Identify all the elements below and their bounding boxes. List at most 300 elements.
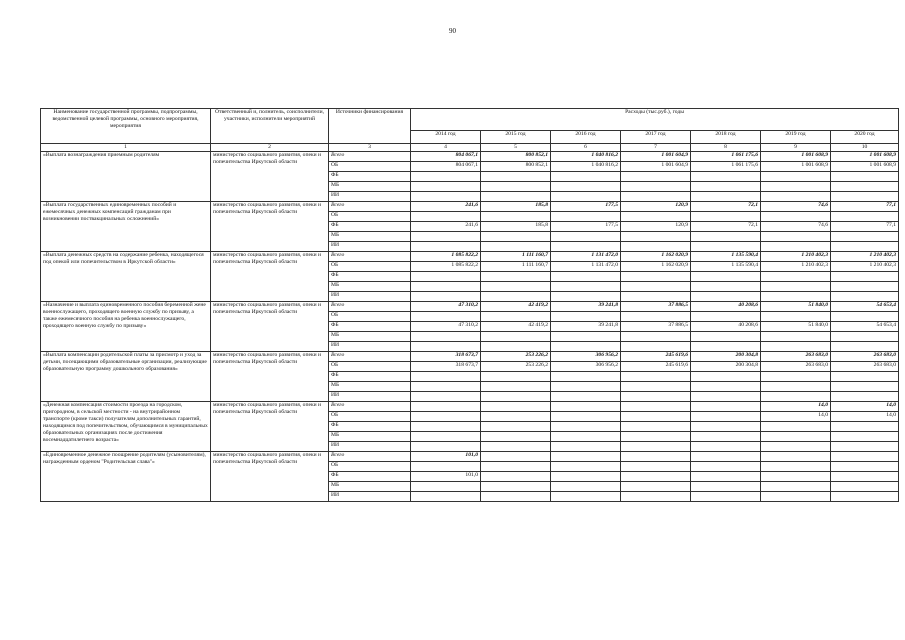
expense-value: 1 001 608,9 [761,162,831,172]
header-year: 2017 год [621,131,691,144]
expense-value [551,192,621,202]
column-index: 10 [831,144,899,152]
header-year: 2014 год [411,131,481,144]
expense-value: 1 135 590,4 [691,262,761,272]
expense-value [551,182,621,192]
expense-value [551,442,621,452]
table-body [41,152,899,502]
column-index: 2 [211,144,329,152]
expense-value [621,192,691,202]
funding-source: ОБ [329,162,411,172]
expense-value [551,422,621,432]
expense-value [761,212,831,222]
program-name: «Выплата компенсации родительской платы за присмотр и уход за детьми, посещающими образовательные организации, реализующие образовательную программу дошкольного образования» [41,352,211,402]
column-index: 7 [621,144,691,152]
expense-value: 800 852,1 [481,162,551,172]
expense-value [761,282,831,292]
expense-value [691,312,761,322]
expense-value [551,232,621,242]
expense-value [831,482,899,492]
expense-value [831,472,899,482]
expense-value: 1 001 604,9 [621,152,691,162]
header-year: 2018 год [691,131,761,144]
responsible-executor: министерство социального развития, опеки и попечительства Иркутской области [211,452,329,502]
expense-value [481,402,551,412]
funding-source: ОБ [329,212,411,222]
expense-value: 14,0 [831,412,899,422]
expense-value: 72,1 [691,202,761,212]
expense-value [411,232,481,242]
expense-value [481,432,551,442]
expense-value [691,172,761,182]
expense-value: 241,6 [411,202,481,212]
expense-value [691,392,761,402]
expense-value: 1 131 472,0 [551,262,621,272]
funding-source: МБ [329,482,411,492]
expense-value [481,372,551,382]
expense-value [691,242,761,252]
expense-value [621,342,691,352]
expense-value [761,472,831,482]
expense-value [621,332,691,342]
expense-value [691,212,761,222]
expense-value [481,232,551,242]
expense-value: 185,8 [481,222,551,232]
expense-value [691,272,761,282]
expense-value: 200 304,8 [691,352,761,362]
expense-value [691,442,761,452]
responsible-executor: министерство социального развития, опеки и попечительства Иркутской области [211,302,329,352]
expense-value [621,472,691,482]
expense-value [551,172,621,182]
expense-value [621,182,691,192]
expense-value: 37 886,5 [621,302,691,312]
expense-value [621,482,691,492]
funding-source: ИИ [329,342,411,352]
column-index: 5 [481,144,551,152]
expense-value [551,432,621,442]
program-name: «Единовременное денежное поощрение родителям (усыновителям), награжденным орденом "Родительская слава"» [41,452,211,502]
funding-source: ФБ [329,172,411,182]
funding-source: ФБ [329,422,411,432]
expense-value [621,232,691,242]
expense-value: 1 085 822,2 [411,252,481,262]
expense-value: 318 673,7 [411,362,481,372]
expense-value [551,312,621,322]
expense-value: 245 619,6 [621,352,691,362]
expense-value: 120,9 [621,222,691,232]
expense-value [481,412,551,422]
funding-source: МБ [329,332,411,342]
table-row [41,152,899,162]
header-program: Наименование государственной программы, подпрограммы, ведомственной целевой программы, основного мероприятия, мероприятия [41,109,211,144]
funding-source: ОБ [329,362,411,372]
expense-value [761,272,831,282]
expense-value: 1 210 402,3 [761,252,831,262]
expense-value [691,472,761,482]
expense-value [551,412,621,422]
funding-source: Всего [329,202,411,212]
funding-source: ФБ [329,372,411,382]
expense-value [761,242,831,252]
expense-value [831,392,899,402]
expense-value [411,432,481,442]
expense-value [831,232,899,242]
expense-value [691,462,761,472]
page-number: 90 [449,27,456,35]
expense-value: 1 162 020,9 [621,262,691,272]
expense-value [551,212,621,222]
column-index: 6 [551,144,621,152]
expense-value [551,492,621,502]
expense-value [551,372,621,382]
expense-value: 74,6 [761,202,831,212]
expense-value [691,492,761,502]
table-row [41,202,899,212]
expense-value: 185,8 [481,202,551,212]
expense-value [551,482,621,492]
expense-value [691,452,761,462]
expense-value [691,282,761,292]
expense-value [551,452,621,462]
expense-value: 120,9 [621,202,691,212]
column-index: 9 [761,144,831,152]
expense-value [621,212,691,222]
expense-value [481,422,551,432]
funding-source: ИИ [329,192,411,202]
expense-value [411,462,481,472]
expense-value [551,342,621,352]
funding-source: МБ [329,232,411,242]
expense-value: 39 241,8 [551,322,621,332]
table-row [41,252,899,262]
funding-source: Всего [329,402,411,412]
expense-value [831,242,899,252]
expense-value [481,442,551,452]
expense-value [481,462,551,472]
expense-value [551,292,621,302]
funding-source: ИИ [329,292,411,302]
expense-value [481,492,551,502]
expense-value [481,452,551,462]
program-name: «Денежная компенсация стоимости проезда на городском, пригородном, в сельской местности - на внутрирайонном транспорте (кроме такси) получателям дополнительных гарантий, находящимся под попечительством, обучающимся в муниципальных образовательных организациях после достижения восемнадцатилетнего возраста» [41,402,211,452]
expense-value [831,372,899,382]
funding-source: ИИ [329,242,411,252]
expense-value [481,212,551,222]
expense-value: 318 673,7 [411,352,481,362]
expense-value: 263 683,0 [761,362,831,372]
expense-value [761,422,831,432]
expense-value [761,432,831,442]
expense-value [551,392,621,402]
expense-value [831,432,899,442]
responsible-executor: министерство социального развития, опеки и попечительства Иркутской области [211,202,329,252]
expense-value [831,272,899,282]
funding-source: МБ [329,432,411,442]
responsible-executor: министерство социального развития, опеки и попечительства Иркутской области [211,252,329,302]
expense-value [411,482,481,492]
expense-value [481,312,551,322]
budget-table [40,108,899,502]
expense-value [411,492,481,502]
funding-source: МБ [329,182,411,192]
funding-source: Всего [329,152,411,162]
funding-source: ИИ [329,442,411,452]
expense-value [621,272,691,282]
expense-value [411,292,481,302]
program-name: «Выплата денежных средств на содержание ребенка, находящегося под опекой или попечительством в Иркутской области» [41,252,211,302]
expense-value [411,182,481,192]
expense-value: 263 683,0 [761,352,831,362]
expense-value: 77,1 [831,222,899,232]
expense-value [831,182,899,192]
expense-value [411,242,481,252]
expense-value: 74,6 [761,222,831,232]
expense-value [621,412,691,422]
expense-value [831,292,899,302]
expense-value [691,332,761,342]
expense-value [481,242,551,252]
expense-value: 42 419,2 [481,322,551,332]
expense-value: 101,0 [411,472,481,482]
expense-value [621,372,691,382]
expense-value [761,462,831,472]
table-header [41,109,899,152]
expense-value [761,192,831,202]
expense-value [411,402,481,412]
header-responsible: Ответственный и, полнитель, соисполнители, участники, исполнители мероприятий [211,109,329,144]
expense-value [831,492,899,502]
program-name: «Выплата государственных единовременных пособий и ежемесячных денежных компенсаций гражданам при возникновении поствакцинальных осложнений» [41,202,211,252]
expense-value [481,192,551,202]
expense-value: 1 162 020,9 [621,252,691,262]
expense-value [761,232,831,242]
expense-value [551,472,621,482]
expense-value [621,172,691,182]
expense-value [621,382,691,392]
expense-value [831,462,899,472]
expense-value [761,172,831,182]
funding-source: Всего [329,302,411,312]
expense-value: 1 210 402,3 [831,252,899,262]
expense-value: 40 208,6 [691,302,761,312]
expense-value: 245 619,6 [621,362,691,372]
header-year: 2015 год [481,131,551,144]
expense-value [621,402,691,412]
expense-value [551,282,621,292]
expense-value [831,312,899,322]
table-row [41,402,899,412]
expense-value: 1 001 608,9 [831,162,899,172]
expense-value [621,312,691,322]
header-year: 2019 год [761,131,831,144]
expense-value [411,422,481,432]
expense-value [691,482,761,492]
expense-value [691,292,761,302]
expense-value [411,442,481,452]
funding-source: ФБ [329,472,411,482]
expense-value [761,382,831,392]
expense-value [481,472,551,482]
expense-value [551,332,621,342]
expense-value [621,242,691,252]
expense-value: 77,1 [831,202,899,212]
expense-value [411,412,481,422]
expense-value: 51 840,0 [761,302,831,312]
expense-value [481,272,551,282]
expense-value [831,382,899,392]
expense-value: 54 653,4 [831,322,899,332]
expense-value [621,392,691,402]
responsible-executor: министерство социального развития, опеки и попечительства Иркутской области [211,152,329,202]
expense-value [691,382,761,392]
expense-value [551,462,621,472]
funding-source: Всего [329,252,411,262]
expense-value: 263 683,0 [831,362,899,372]
funding-source: ФБ [329,272,411,282]
funding-source: ИИ [329,392,411,402]
expense-value [481,292,551,302]
expense-value: 1 061 175,6 [691,152,761,162]
expense-value: 804 067,1 [411,152,481,162]
expense-value [691,192,761,202]
expense-value [761,182,831,192]
header-sources: Источники финансирования [329,109,411,144]
expense-value [621,282,691,292]
funding-source: ФБ [329,322,411,332]
expense-value [621,422,691,432]
expense-value [481,282,551,292]
expense-value: 39 241,8 [551,302,621,312]
responsible-executor: министерство социального развития, опеки и попечительства Иркутской области [211,402,329,452]
expense-value [761,332,831,342]
table-row [41,352,899,362]
expense-value: 14,0 [761,402,831,412]
expense-value: 177,5 [551,202,621,212]
expense-value [481,332,551,342]
expense-value: 47 310,2 [411,302,481,312]
expense-value [761,452,831,462]
expense-value [621,462,691,472]
expense-value [481,172,551,182]
expense-value: 253 226,2 [481,362,551,372]
expense-value [551,402,621,412]
expense-value [411,272,481,282]
expense-value: 14,0 [761,412,831,422]
expense-value [761,292,831,302]
expense-value: 306 956,2 [551,362,621,372]
expense-value [691,182,761,192]
expense-value: 1 111 160,7 [481,262,551,272]
expense-value: 1 001 604,9 [621,162,691,172]
expense-value [691,372,761,382]
expense-value [761,482,831,492]
expense-value [691,232,761,242]
expense-value: 253 226,2 [481,352,551,362]
expense-value: 1 131 472,0 [551,252,621,262]
expense-value: 54 653,4 [831,302,899,312]
expense-value: 1 040 816,2 [551,162,621,172]
expense-value [621,492,691,502]
expense-value: 42 419,2 [481,302,551,312]
column-index: 1 [41,144,211,152]
funding-source: Всего [329,452,411,462]
header-year: 2016 год [551,131,621,144]
expense-value [551,272,621,282]
expense-value [691,342,761,352]
expense-value [411,312,481,322]
expense-value: 200 304,8 [691,362,761,372]
expense-value [831,332,899,342]
expense-value [411,172,481,182]
expense-value: 14,0 [831,402,899,412]
expense-value [831,422,899,432]
expense-value [411,382,481,392]
expense-value: 47 310,2 [411,322,481,332]
expense-value [831,172,899,182]
expense-value [551,242,621,252]
funding-source: ФБ [329,222,411,232]
expense-value: 1 135 590,4 [691,252,761,262]
funding-source: ОБ [329,462,411,472]
expense-value [411,372,481,382]
expense-value [761,312,831,322]
expense-value [621,432,691,442]
column-index: 4 [411,144,481,152]
expense-value: 1 210 402,3 [831,262,899,272]
expense-value [411,332,481,342]
expense-value [761,442,831,452]
program-name: «Назначение и выплата единовременного пособия беременной жене военнослужащего, проходящего военную службу по призыву, а также ежемесячного пособия на ребенка военнослужащего, проходящего военную службу по призыву» [41,302,211,352]
funding-source: МБ [329,282,411,292]
table-row [41,302,899,312]
expense-value: 1 001 608,9 [761,152,831,162]
expense-value: 800 852,1 [481,152,551,162]
expense-value: 72,1 [691,222,761,232]
expense-value [411,212,481,222]
expense-value [761,342,831,352]
column-index: 8 [691,144,761,152]
expense-value: 51 840,0 [761,322,831,332]
expense-value: 1 040 816,2 [551,152,621,162]
expense-value: 1 001 608,9 [831,152,899,162]
program-name: «Выплата вознаграждения приемным родителям [41,152,211,202]
expense-value [411,282,481,292]
expense-value [481,482,551,492]
expense-value [481,182,551,192]
table-row [41,452,899,462]
funding-source: ОБ [329,412,411,422]
expense-value [831,452,899,462]
expense-value: 1 061 175,6 [691,162,761,172]
expense-value [691,402,761,412]
expense-value [831,342,899,352]
funding-source: МБ [329,382,411,392]
expense-value [831,212,899,222]
expense-value: 177,5 [551,222,621,232]
expense-value: 37 886,5 [621,322,691,332]
expense-value [831,192,899,202]
expense-value: 1 085 822,2 [411,262,481,272]
column-index: 3 [329,144,411,152]
expense-value [761,372,831,382]
expense-value: 40 208,6 [691,322,761,332]
expense-value [481,392,551,402]
expense-value [411,342,481,352]
expense-value [481,342,551,352]
expense-value [411,192,481,202]
expense-value: 1 111 160,7 [481,252,551,262]
